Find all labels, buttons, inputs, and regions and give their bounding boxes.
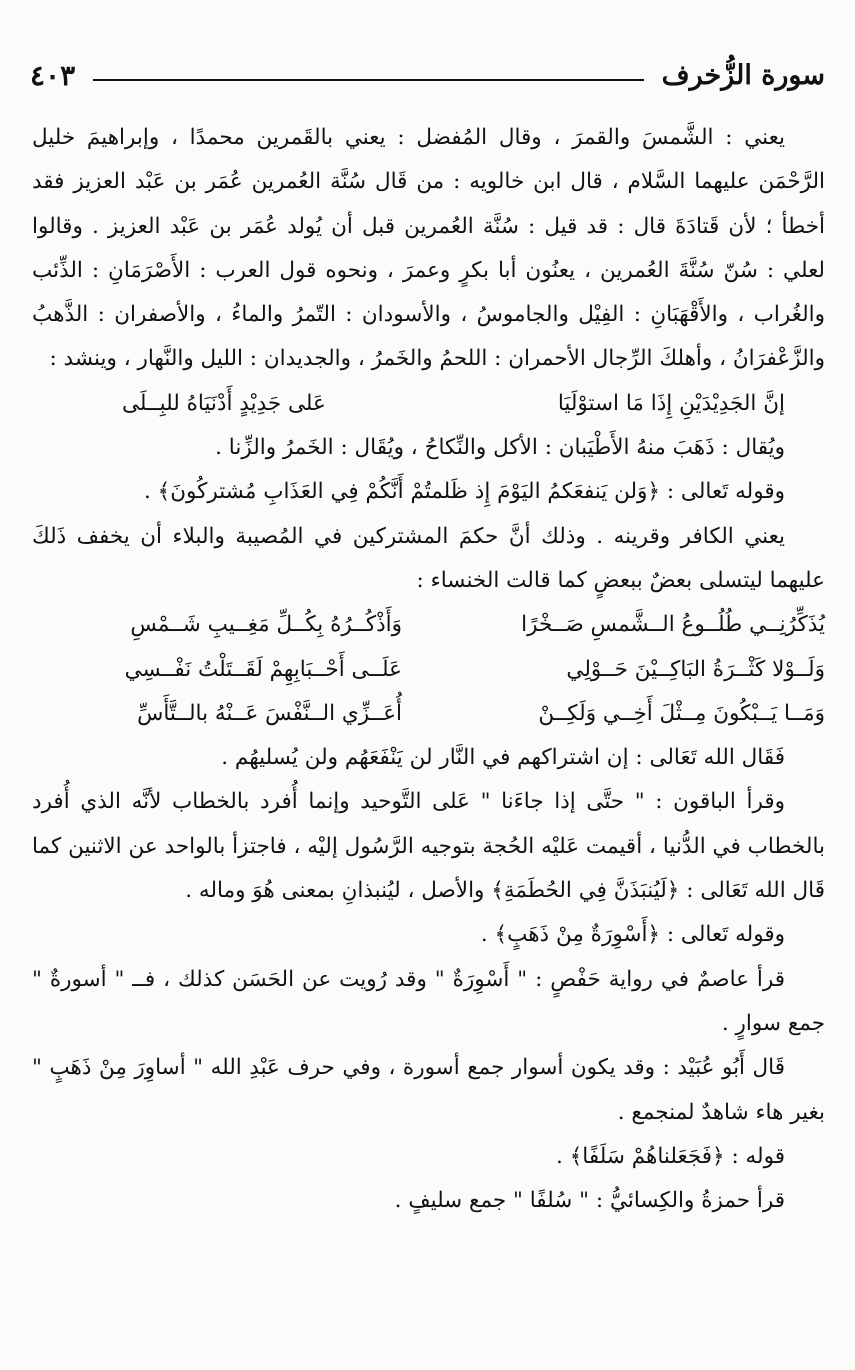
page-number: ٤٠٣ bbox=[30, 58, 76, 92]
poem-hemistich-first: وَلَــوْلا كَثْــرَةُ البَاكِــيْنَ حَــوْلِي bbox=[566, 656, 825, 682]
paragraph-abu-ubaid: قَال أَبُو عُبَيْد : وقد يكون أسوار جمع أسورة ، وفي حرف عَبْدِ الله " أساوِرَ مِنْ ذَهَبٍ " بغير هاء شاهدٌ لمنجمع . bbox=[32, 1055, 825, 1125]
poem-line-khansa-1 bbox=[32, 603, 825, 647]
poem-hemistich-second: أُعَــزِّي الــنَّفْسَ عَــنْهُ بالــتَّأَسِّ bbox=[137, 700, 402, 726]
poem-hemistich-first: إنَّ الجَدِيْدَيْنِ إِذَا مَا استوْلَيَا bbox=[557, 390, 785, 416]
paragraph-khansa-intro: يعني الكافر وقرينه . وذلك أنَّ حكمَ المشتركين في المُصيبة والبلاء أن يخفف ذَلكَ عليهما ليتسلى بعضٌ ببعضٍ كما قالت الخنساء : bbox=[32, 523, 825, 593]
paragraph-verse-salaf: قوله : ﴿فَجَعَلناهُمْ سَلَفًا﴾ . bbox=[556, 1143, 785, 1169]
paragraph-atyaban: ويُقال : ذَهَبَ منهُ الأَطْيَبان : الأكل والنِّكاحُ ، ويُقَال : الخَمرُ والزِّنا . bbox=[215, 435, 785, 461]
poem-hemistich-second: عَلَــى أَحْــبَابِهِمْ لَقَــتَلْتُ نَفْــسِي bbox=[124, 656, 402, 682]
paragraph-verse-aswira: وقوله تَعالى : ﴿أَسْوِرَةٌ مِنْ ذَهَبٍ﴾ . bbox=[480, 922, 785, 948]
poem-line-jadidan bbox=[32, 382, 825, 426]
paragraph-nafa: فَقَال الله تَعَالى : إن اشتراكهم في النَّار لن يَنْفَعَهُم ولن يُسليهُم . bbox=[221, 745, 785, 771]
poem-hemistich-first: وَمَــا يَــبْكُونَ مِــثْلَ أَخِــي وَلَكِــنْ bbox=[538, 700, 825, 726]
poem-line-khansa-2 bbox=[32, 648, 825, 692]
poem-hemistich-first: يُذَكِّرُنِــي طُلُــوعُ الــشَّمسِ صَــخْرًا bbox=[521, 612, 825, 638]
header-rule bbox=[93, 79, 644, 81]
paragraph-qiraa-asim: قرأ عاصمٌ في رواية حَفْصٍ : " أَسْوِرَةٌ " وقد رُويت عن الحَسَن كذلك ، فــ " أسورةٌ " جمع سوارٍ . bbox=[32, 966, 825, 1036]
poem-line-khansa-3 bbox=[32, 692, 825, 736]
paragraph-commentary: يعني : الشَّمسَ والقمرَ ، وقال المُفضل : يعني بالقَمرين محمدًا ، وإبراهيمَ خليل الرَّحْمَن عليهما السَّلام ، قال ابن خالويه : من قَال سُنَّة العُمرين عُمَر بن عَبْد العزيز فقد أخطأ ؛ لأن قَتادَةَ قال : قد قيل : سُنَّة العُمرين قبل أن يُولد عُمَر بن عَبْد العزيز . وقالوا لعلي : سُنّ سُنَّةَ العُمرين ، يعنُون أبا بكرٍ وعمرَ ، ونحوه قول العرب : الأَصْرَمَانِ : الذِّئب والغُراب ، والأَقْهَبَانِ : الفِيْل والجاموسُ ، والأسودان : التّمرُ والماءُ ، والأصفران : الذَّهبُ والزَّعْفرَانُ ، وأهلكَ الرِّجال الأحمران : اللحمُ والخَمرُ ، والجديدان : الليل والنَّهار ، وينشد : bbox=[32, 125, 825, 372]
page-header bbox=[30, 50, 825, 100]
poem-hemistich-second: وَأَذْكُــرُهُ بِكُــلِّ مَغِــيبِ شَــمْسِ bbox=[130, 612, 402, 638]
page-body bbox=[32, 116, 825, 1223]
paragraph-qiraa-hamza: قرأ حمزةُ والكِسائيُّ : " سُلفًا " جمع سليفٍ . bbox=[394, 1188, 785, 1214]
surah-title: سورة الزُّخرف bbox=[661, 59, 825, 91]
paragraph-qiraa-baqun: وقرأ الباقون : " حتَّى إذا جاءَنا " عَلى التَّوحيد وإنما أُفرد بالخطاب لأنَّه الذي أُفرد بالخطاب في الدُّنيا ، أقيمت عَليْه الحُجة بتوجيه الرَّسُول إليْه ، فاجتزأ بالواحد عن الاثنين كما قَال الله تَعَالى : ﴿لَيُنبَذَنَّ فِي الحُطَمَةِ﴾ والأصل ، ليُنبذانِ بمعنى هُوَ وماله . bbox=[32, 789, 825, 904]
poem-hemistich-second: عَلى جَدِيْدٍ أَدْنَيَاهُ للبِــلَى bbox=[122, 390, 326, 416]
paragraph-verse-quote: وقوله تَعالى : ﴿وَلن يَنفعَكمُ اليَوْمَ إِذ ظَلمتُمْ أَنَّكُمْ فِي العَذَابِ مُشتركُونَ﴾ . bbox=[143, 479, 785, 505]
